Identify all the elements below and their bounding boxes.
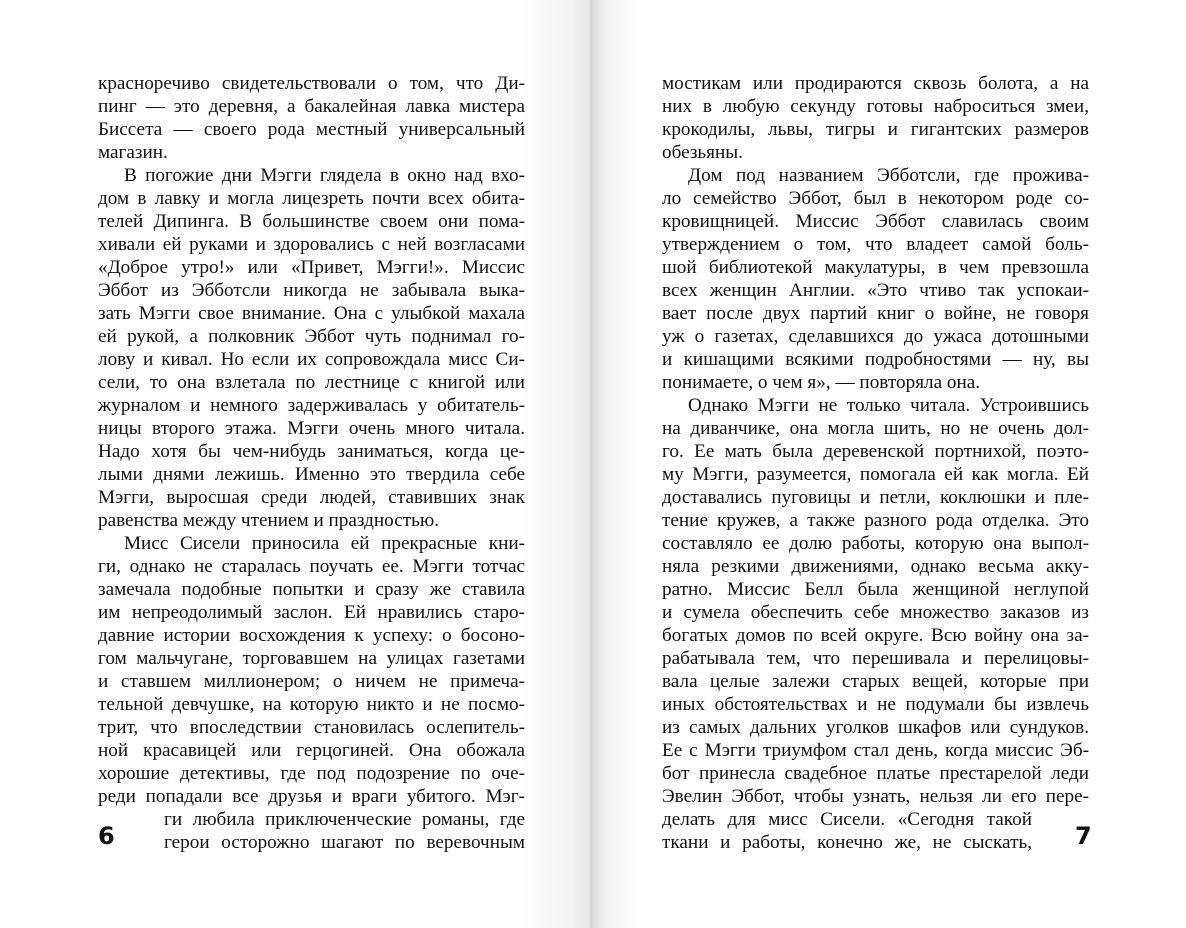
text-line: и сумела обеспечить себе множество заказов из — [662, 602, 1089, 623]
text-line: сели, то она взлетала по лестнице с книгой или — [98, 372, 525, 393]
text-line: трит, что впоследствии становилась ослепитель- — [98, 717, 525, 738]
text-line: реди попадали все друзья и враги убитого. Мэг- — [98, 786, 525, 807]
text-line: ги любила приключенческие романы, где — [164, 809, 525, 830]
text-line: лыми днями лежишь. Именно это твердила себе — [98, 464, 525, 485]
text-line: составляло ее долю работы, которую она выпол- — [662, 533, 1089, 554]
text-line: и кишащими всякими подробностями — ну, вы — [662, 349, 1089, 370]
text-line: кровищницей. Миссис Эббот славилась своим — [662, 211, 1089, 232]
text-line: ей рукой, а полковник Эббот чуть поднимал го- — [98, 326, 525, 347]
text-line: из самых дальних уголков шкафов или сундуков. — [662, 717, 1089, 738]
text-line: Однако Мэгги не только читала. Устроившись — [688, 395, 1089, 416]
text-line: журналом и немного задерживалась у обитатель- — [98, 395, 525, 416]
text-line: вала целые залежи старых вещей, которые при — [662, 671, 1089, 692]
text-line: ратно. Миссис Белл была женщиной неглупой — [662, 579, 1089, 600]
text-line: Эббот из Эбботсли никогда не забывала выка- — [98, 280, 525, 301]
text-line: Биссета — своего рода местный универсальный — [98, 119, 525, 140]
text-line: ной красавицей или герцогиней. Она обожала — [98, 740, 525, 761]
text-line: хорошие детективы, где под подозрение по оче- — [98, 763, 525, 784]
text-line: тельной девчушке, на которую никто и не посмо- — [98, 694, 525, 715]
text-line: понимаете, о чем я», — повторяла она. — [662, 372, 981, 393]
text-line: гом мальчугане, торговавшем на улицах газетами — [98, 648, 525, 669]
text-line: Мисс Сисели приносила ей прекрасные кни- — [124, 533, 525, 554]
text-line: пинг — это деревня, а бакалейная лавка мистера — [98, 96, 525, 117]
text-line: магазин. — [98, 142, 168, 163]
text-line: шой библиотекой макулатуры, в чем превзошла — [662, 257, 1089, 278]
text-line: тение кружев, а также разного рода отделка. Это — [662, 510, 1089, 531]
text-line: бот принесла свадебное платье престарелой леди — [662, 763, 1089, 784]
text-line: мостикам или продираются сквозь болота, а на — [662, 73, 1089, 94]
text-line: всех женщин Англии. «Это чтиво так успокаи- — [662, 280, 1089, 301]
right-page — [592, 0, 1186, 928]
text-line: герои осторожно шагают по веревочным — [164, 832, 525, 853]
text-line: них в любую секунду готовы наброситься змеи, — [662, 96, 1089, 117]
text-line: го. Ее мать была деревенской портнихой, поэто- — [662, 441, 1089, 462]
text-line: Надо хотя бы чем-нибудь заниматься, когда це- — [98, 441, 525, 462]
text-line: ткани и работы, конечно же, не сыскать, — [662, 832, 1032, 853]
text-line: им непреодолимый заслон. Ей нравились старо- — [98, 602, 525, 623]
text-line: равенства между чтением и праздностью. — [98, 510, 440, 531]
text-line: уж о газетах, сделавшихся до ужаса дотошными — [662, 326, 1089, 347]
text-line: замечала подобные попытки и сразу же ставила — [98, 579, 525, 600]
text-line: Эвелин Эббот, чтобы узнать, нельзя ли его пере- — [662, 786, 1089, 807]
text-line: Мэгги, выросшая среди людей, ставивших знак — [98, 487, 525, 508]
right-page-text — [662, 72, 1089, 854]
text-line: телей Дипинга. В большинстве своем они пома- — [98, 211, 525, 232]
text-line: рабатывала тем, что перешивала и перелицовы- — [662, 648, 1089, 669]
text-line: му Мэгги, разумеется, помогала ей как могла. Ей — [662, 464, 1089, 485]
left-page — [0, 0, 592, 928]
text-line: ло семейство Эббот, был в некотором роде со- — [662, 188, 1089, 209]
text-line: на диванчике, она могла шить, но не очень дол- — [662, 418, 1089, 439]
text-line: делать для мисс Сисели. «Сегодня такой — [662, 809, 1032, 830]
text-line: утверждением о том, что владеет самой боль- — [662, 234, 1089, 255]
text-line: дом в лавку и могла лицезреть почти всех обита- — [98, 188, 525, 209]
text-line: Ее с Мэгги триумфом стал день, когда миссис Эб- — [662, 740, 1089, 761]
text-line: и ставшем миллионером; о ничем не примеча- — [98, 671, 525, 692]
text-line: ницы второго этажа. Мэгги очень много читала. — [98, 418, 525, 439]
text-line: ги, однако не старалась поучать ее. Мэгги тотчас — [98, 556, 525, 577]
text-line: вает после двух партий книг о войне, не говоря — [662, 303, 1089, 324]
text-line: богатых домов по всей округе. Всю войну она за- — [662, 625, 1089, 646]
text-line: лову и кивал. Но если их сопровождала мисс Си- — [98, 349, 525, 370]
text-line: Дом под названием Эбботсли, где прожива- — [688, 165, 1089, 186]
text-line: крокодилы, львы, тигры и гигантских размеров — [662, 119, 1089, 140]
text-line: обезьяны. — [662, 142, 743, 163]
text-line: доставались пуговицы и петли, коклюшки и пле- — [662, 487, 1089, 508]
text-line: няла резкими движениями, однако весьма акку- — [662, 556, 1089, 577]
text-line: хивали ей руками и здоровались с ней возгласами — [98, 234, 525, 255]
text-line: красноречиво свидетельствовали о том, что Ди- — [98, 73, 525, 94]
page-number: 7 — [1075, 822, 1092, 850]
text-line: зать Мэгги свое внимание. Она с улыбкой махала — [98, 303, 525, 324]
left-page-text — [98, 72, 525, 854]
text-line: иных обстоятельствах и не подумали бы извлечь — [662, 694, 1089, 715]
page-number: 6 — [98, 822, 115, 850]
text-line: давние истории восхождения к успеху: о босоно- — [98, 625, 525, 646]
text-line: В погожие дни Мэгги глядела в окно над вхо- — [124, 165, 525, 186]
text-line: «Доброе утро!» или «Привет, Мэгги!». Миссис — [98, 257, 525, 278]
